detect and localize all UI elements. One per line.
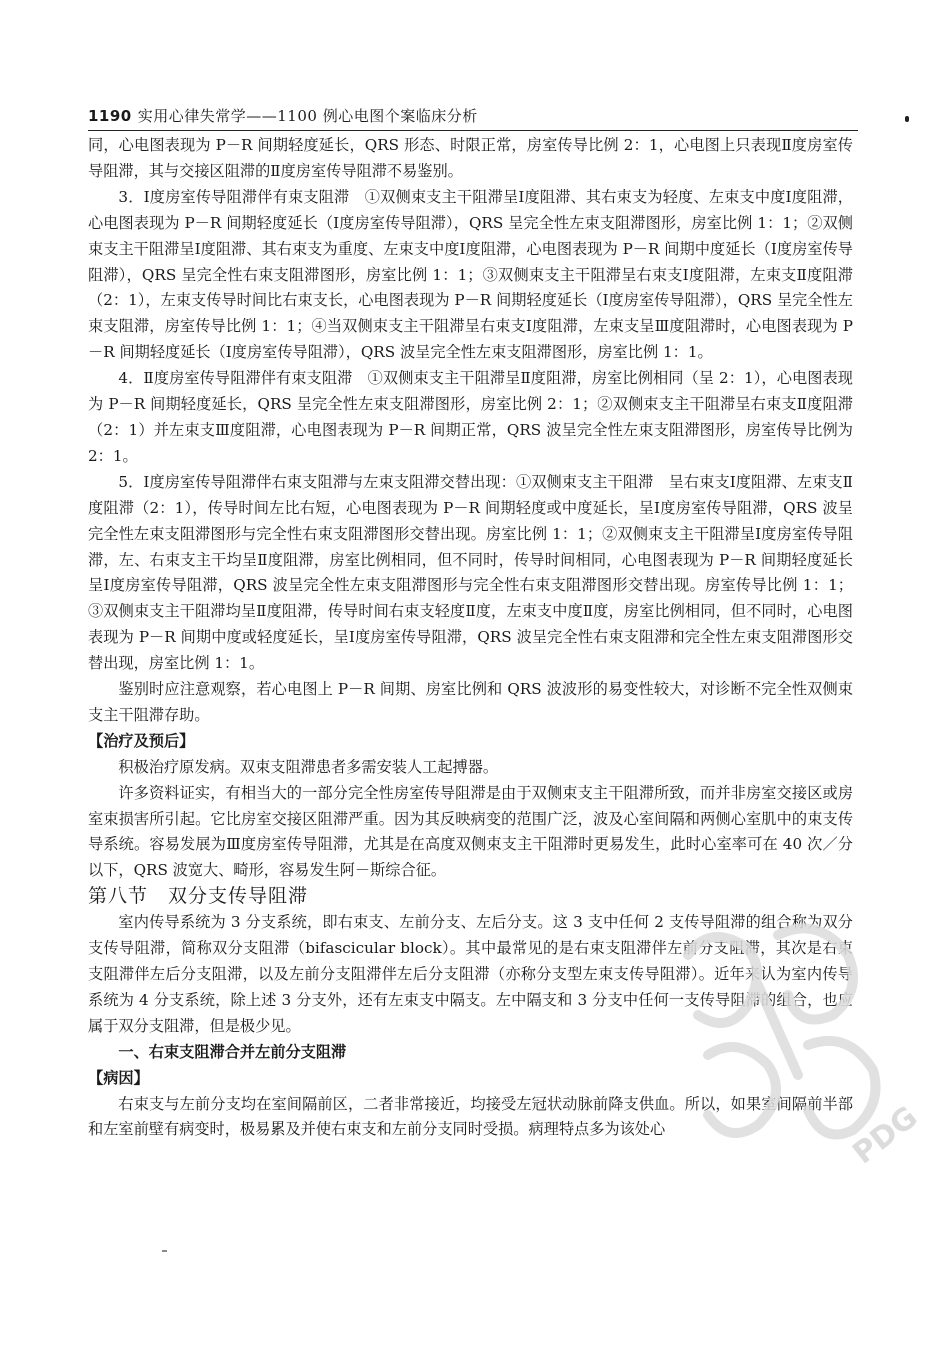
paragraph-continued: 同，心电图表现为 P－R 间期轻度延长，QRS 形态、时限正常，房室传导比例 2：1，心电图上只表现Ⅱ度房室传导阻滞，其与交接区阻滞的Ⅱ度房室传导阻滞不易鉴别。 [88,136,853,180]
page-number: 1190 [88,107,132,125]
paragraph-intro: 室内传导系统为 3 分支系统，即右束支、左前分支、左后分支。这 3 支中任何 2 支传导阻滞的组合称为双分支传导阻滞，简称双分支阻滞（bifascicular block）。其中最常见的是右束支阻滞伴左前分支阻滞，其次是右束支阻滞伴左后分支阻滞，以及左前分支阻滞伴左后分支阻滞（亦称分支型左束支传导阻滞）。近年来认为室内传导系统为 4 分支系统，除上述 3 分支外，还有左束支中隔支。左中隔支和 3 分支中任何一支传导阻滞的组合，也应属于双分支阻滞，但是极少见。 [88,913,853,1035]
footer-mark [162,1250,167,1252]
paragraph-differential: 鉴别时应注意观察，若心电图上 P－R 间期、房室比例和 QRS 波波形的易变性较大，对诊断不完全性双侧束支主干阻滞存助。 [88,680,853,724]
paragraph-etiology: 右束支与左前分支均在室间隔前区，二者非常接近，均接受左冠状动脉前降支供血。所以，如果室间隔前半部和左室前壁有病变时，极易累及并使右束支和左前分支同时受损。病理特点多为该处心 [88,1094,853,1139]
heading-treatment: 【治疗及预后】 [88,731,195,750]
running-header [88,103,858,129]
body-text [88,133,853,1143]
paragraph-item-4: 4．Ⅱ度房室传导阻滞伴有束支阻滞 ①双侧束支主干阻滞呈Ⅱ度阻滞，房室比例相同（呈 2：1），心电图表现为 P－R 间期轻度延长，QRS 呈完全性左束支阻滞图形，房室比例 2：1；②双侧束支主干阻滞呈右束支Ⅱ度阻滞（2：1）并左束支Ⅲ度阻滞，心电图表现为 P－R 间期正常，QRS 波呈完全性左束支阻滞图形，房室传导比例为 2：1。 [88,369,853,465]
heading-etiology: 【病因】 [88,1068,149,1087]
margin-dot [905,116,909,122]
header-rule [88,130,858,131]
subheading-rbbb-lafb: 一、右束支阻滞合并左前分支阻滞 [118,1042,347,1061]
paragraph-item-5: 5．Ⅰ度房室传导阻滞伴右束支阻滞与左束支阻滞交替出现：①双侧束支主干阻滞 呈右束支Ⅰ度阻滞、左束支Ⅱ度阻滞（2：1），传导时间左比右短，心电图表现为 P－R 间期轻度或中度延长，呈Ⅰ度房室传导阻滞，QRS 波呈完全性左束支阻滞图形与完全性右束支阻滞图形交替出现。房室比例 1：1；②双侧束支主干阻滞呈Ⅰ度房室传导阻滞，左、右束支主干均呈Ⅱ度阻滞，房室比例相同，但不同时，传导时间相同，心电图表现为 P－R 间期轻度延长呈Ⅰ度房室传导阻滞，QRS 波呈完全性左束支阻滞图形与完全性右束支阻滞图形交替出现。房室传导比例 1：1；③双侧束支主干阻滞均呈Ⅱ度阻滞，传导时间右束支轻度Ⅱ度，左束支中度Ⅱ度，房室比例相同，但不同时，心电图表现为 P－R 间期中度或轻度延长，呈Ⅰ度房室传导阻滞，QRS 波呈完全性右束支阻滞和完全性左束支阻滞图形交替出现，房室比例 1：1。 [88,472,853,673]
book-title: 实用心律失常学——1100 例心电图个案临床分析 [137,107,478,125]
section-title: 第八节 双分支传导阻滞 [88,885,309,908]
paragraph-treatment: 积极治疗原发病。双束支阻滞患者多需安装人工起搏器。 [118,757,499,776]
watermark-text: PDG [846,1099,925,1172]
paragraph-prognosis: 许多资料证实，有相当大的一部分完全性房室传导阻滞是由于双侧束支主干阻滞所致，而并非房室交接区或房室束损害所引起。它比房室交接区阻滞严重。因为其反映病变的范围广泛，波及心室间隔和两侧心室肌中的束支传导系统。容易发展为Ⅲ度房室传导阻滞，尤其是在高度双侧束支主干阻滞时更易发生，此时心室率可在 40 次／分以下，QRS 波宽大、畸形，容易发生阿－斯综合征。 [88,783,853,880]
paragraph-item-3: 3．Ⅰ度房室传导阻滞伴有束支阻滞 ①双侧束支主干阻滞呈Ⅰ度阻滞、其右束支为轻度、左束支中度Ⅰ度阻滞，心电图表现为 P－R 间期轻度延长（Ⅰ度房室传导阻滞），QRS 呈完全性左束支阻滞图形，房室比例 1：1；②双侧束支主干阻滞呈Ⅰ度阻滞、其右束支为重度、左束支中度Ⅰ度阻滞，心电图表现为 P－R 间期中度延长（Ⅰ度房室传导阻滞），QRS 呈完全性右束支阻滞图形，房室比例 1：1；③双侧束支主干阻滞呈右束支Ⅰ度阻滞，左束支Ⅱ度阻滞（2：1），左束支传导时间比右束支长，心电图表现为 P－R 间期轻度延长（Ⅰ度房室传导阻滞），QRS 呈完全性左束支阻滞，房室传导比例 1：1；④当双侧束支主干阻滞呈右束支Ⅰ度阻滞，左束支呈Ⅲ度阻滞时，心电图表现为 P－R 间期轻度延长（Ⅰ度房室传导阻滞），QRS 波呈完全性左束支阻滞图形，房室比例 1：1。 [88,187,853,362]
